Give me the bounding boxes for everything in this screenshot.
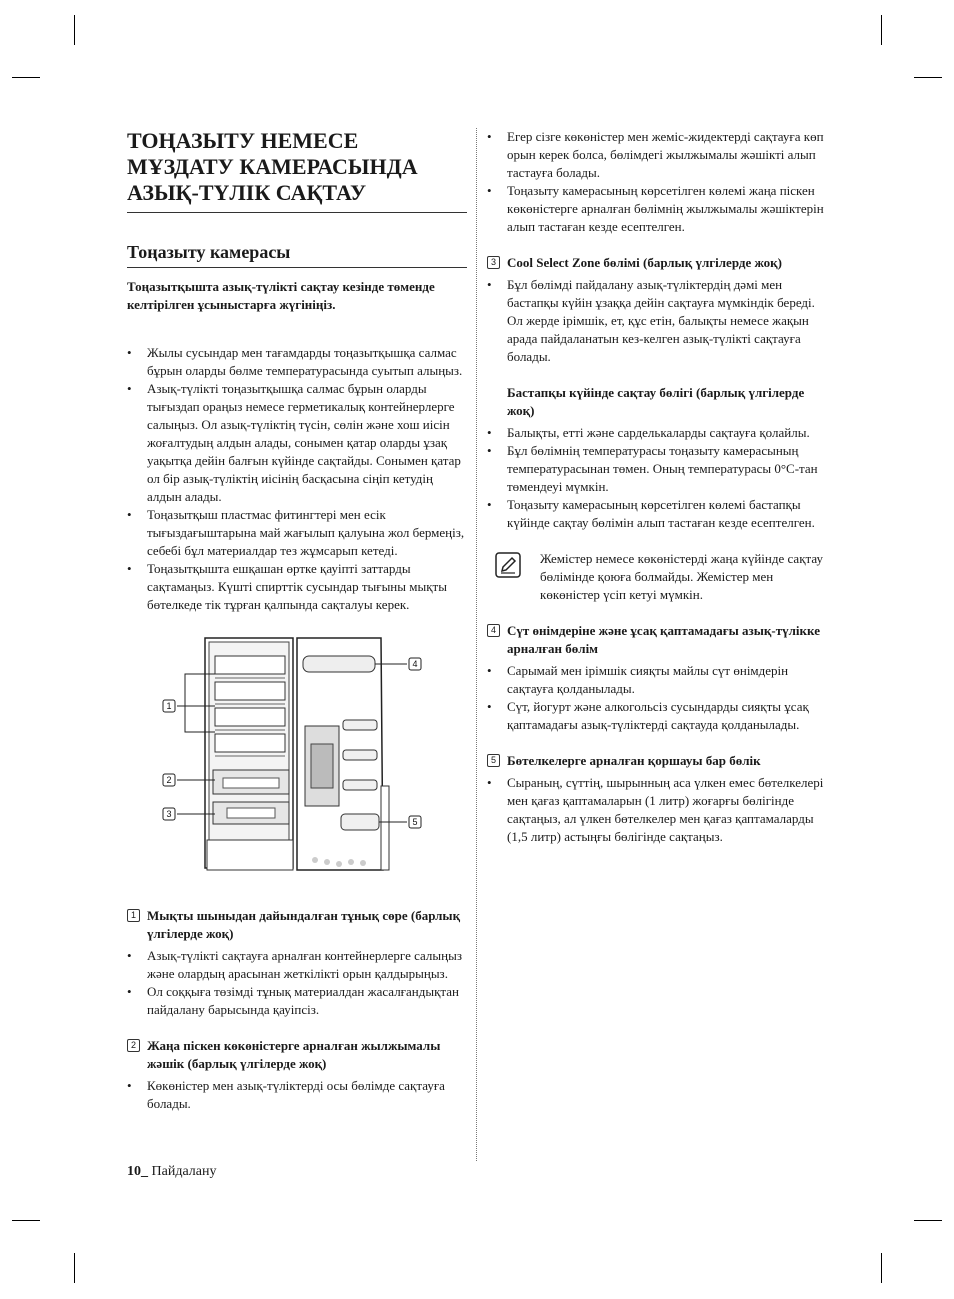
- section-title-text: Сүт өнімдеріне және ұсақ қаптамадағы азық-түлікке арналған бөлім: [507, 623, 820, 656]
- subsection-list: [487, 424, 832, 532]
- section-3-title: [487, 254, 832, 272]
- section-title-text: Жаңа піскен көкөністерге арналған жылжымалы жәшік (барлық үлгілерде жоқ): [147, 1038, 441, 1071]
- section-number: 5: [487, 754, 500, 767]
- footer-label: Пайдалану: [148, 1164, 217, 1179]
- crop-mark: [12, 1220, 40, 1221]
- section-number: 2: [127, 1039, 140, 1052]
- crop-mark: [914, 77, 942, 78]
- list-item: • Тоңазытқышта ешқашан өртке қауіпті заттарды сақтамаңыз. Күшті спирттік сусындар тығыны мықты бөтелкеде тік тұрған қалпында сақталуы керек.: [127, 560, 467, 614]
- note-text: Жемістер немесе көкөністерді жаңа күйінде сақтау бөлімінде қоюға болмайды. Жемістер мен көкөністер үсіп кетуі мүмкін.: [540, 551, 823, 602]
- crop-mark: [74, 1253, 75, 1283]
- crop-mark: [914, 1220, 942, 1221]
- section-title-text: Cool Select Zone бөлімі (барлық үлгілерде жоқ): [507, 255, 782, 270]
- crop-mark: [12, 77, 40, 78]
- figure-label: 5: [412, 817, 418, 827]
- section-1-list: [127, 947, 467, 1019]
- list-item: • Көкөністер мен азық-түліктерді осы бөлімде сақтауға болады.: [127, 1077, 467, 1113]
- section-1-title: [127, 907, 467, 943]
- page-footer: [127, 1164, 216, 1180]
- crop-mark: [881, 15, 882, 45]
- list-item: • Сүт, йогурт және алкогольсіз сусындарды сияқты ұсақ қаптамадағы азық-түліктерді сақтауда қолданылады.: [487, 698, 832, 734]
- list-item: • Балықты, етті және сарделькаларды сақтауға қолайлы.: [487, 424, 832, 442]
- note-pencil-icon: [495, 552, 521, 578]
- list-item: • Егер сізге көкөністер мен жеміс-жидектерді сақтауға көп орын керек болса, бөлімдегі жылжымалы жәшікті алып тастауға болады.: [487, 128, 832, 182]
- list-item: • Сыраның, сүттің, шырынның аса үлкен емес бөтелкелері мен қағаз қаптамаларын (1 литр) жоғарғы бөлігінде сақтаңыз, ал үлкен бөтелкелер мен қағаз қаптамаларды (1,5 литр) астыңғы бөлігінде сақтаңыз.: [487, 774, 832, 846]
- section-2-title: [127, 1037, 467, 1073]
- list-item: • Тоңазыту камерасының көрсетілген көлемі жаңа піскен көкөністерге арналған бөлімнің жылжымалы жәшіктерін алып тастаған кезде есептелген.: [487, 182, 832, 236]
- fridge-diagram: [157, 634, 457, 879]
- list-item: • Бұл бөлімнің температурасы тоңазыту камерасының температурасынан төмен. Оның температурасы 0°C-тан төмендеуі мүмкін.: [487, 442, 832, 496]
- column-divider: [476, 128, 477, 1161]
- section-number: 4: [487, 624, 500, 637]
- list-item: • Сарымай мен ірімшік сияқты майлы сүт өнімдерін сақтауға қолданылады.: [487, 662, 832, 698]
- figure-label: 3: [166, 809, 172, 819]
- list-item: • Бұл бөлімді пайдалану азық-түліктердің дәмі мен бастапқы күйін ұзаққа дейін сақтауға мүмкіндік береді. Ол жерде ірімшік, ет, құс етін, балықты немесе жақын арада пайдаланатын кез-келген азық-түлікті сақтауға болады.: [487, 276, 832, 366]
- section-title-text: Бөтелкелерге арналған қоршауы бар бөлік: [507, 753, 761, 768]
- section-number: 3: [487, 256, 500, 269]
- right-column: [487, 128, 832, 846]
- section-4-list: [487, 662, 832, 734]
- crop-mark: [881, 1253, 882, 1283]
- left-column: [127, 128, 467, 1113]
- page-title: ТОҢАЗЫТУ НЕМЕСЕ МҰЗДАТУ КАМЕРАСЫНДА АЗЫҚ-ТҮЛІК САҚТАУ: [127, 128, 467, 213]
- figure-label: 1: [166, 701, 172, 711]
- section-4-title: [487, 622, 832, 658]
- section-number: 1: [127, 909, 140, 922]
- subsection-title: Бастапқы күйінде сақтау бөлігі (барлық үлгілерде жоқ): [507, 385, 805, 418]
- figure-label: 4: [412, 659, 418, 669]
- list-item: • Азық-түлікті тоңазытқышқа салмас бұрын оларды тығыздап ораңыз немесе герметикалық контейнерлерге салыңыз. Ол азық-түліктің түсін, сөлін және хош иісін жоғалтудың алдын алады, сонымен қатар оларды ұзақ уақытқа дейін балғын күйінде сақтайды. Сонымен қатар ол бір азық-түліктің иісінің басқасына сіңіп кетудің алдын алады.: [127, 380, 467, 506]
- fridge-figure: [157, 634, 457, 879]
- note-box: [487, 550, 832, 604]
- list-item: • Тоңазытқыш пластмас фитингтері мен есік тығыздағыштарына май жағылып қалуына жол бермеңіз, себебі бұл материалдар тез жұмсарып кетеді.: [127, 506, 467, 560]
- list-item: • Тоңазыту камерасының көрсетілген көлемі бастапқы күйінде сақтау бөлімін алып тастаған кезде есептелген.: [487, 496, 832, 532]
- list-item: • Жылы сусындар мен тағамдарды тоңазытқышқа салмас бұрын оларды бөлме температурасында суытып алыңыз.: [127, 344, 467, 380]
- crop-mark: [74, 15, 75, 45]
- right-top-list: [487, 128, 832, 236]
- list-item: • Азық-түлікті сақтауға арналған контейнерлерге салыңыз және олардың арасынан жеткілікті орын қалдырыңыз.: [127, 947, 467, 983]
- page-number: 10_: [127, 1164, 148, 1179]
- intro-text: Тоңазытқышта азық-түлікті сақтау кезінде төменде келтірілген ұсыныстарға жүгініңіз.: [127, 279, 435, 312]
- section-3-list: [487, 276, 832, 366]
- section-5-title: [487, 752, 832, 770]
- figure-label: 2: [166, 775, 172, 785]
- section-heading: Тоңазыту камерасы: [127, 243, 467, 268]
- section-title-text: Мықты шыныдан дайындалған тұнық сөре (барлық үлгілерде жоқ): [147, 908, 461, 941]
- list-item: • Ол соққыға төзімді тұнық материалдан жасалғандықтан пайдалану барысында қауіпсіз.: [127, 983, 467, 1019]
- section-5-list: [487, 774, 832, 846]
- section-2-list: [127, 1077, 467, 1113]
- left-bullet-list: [127, 344, 467, 614]
